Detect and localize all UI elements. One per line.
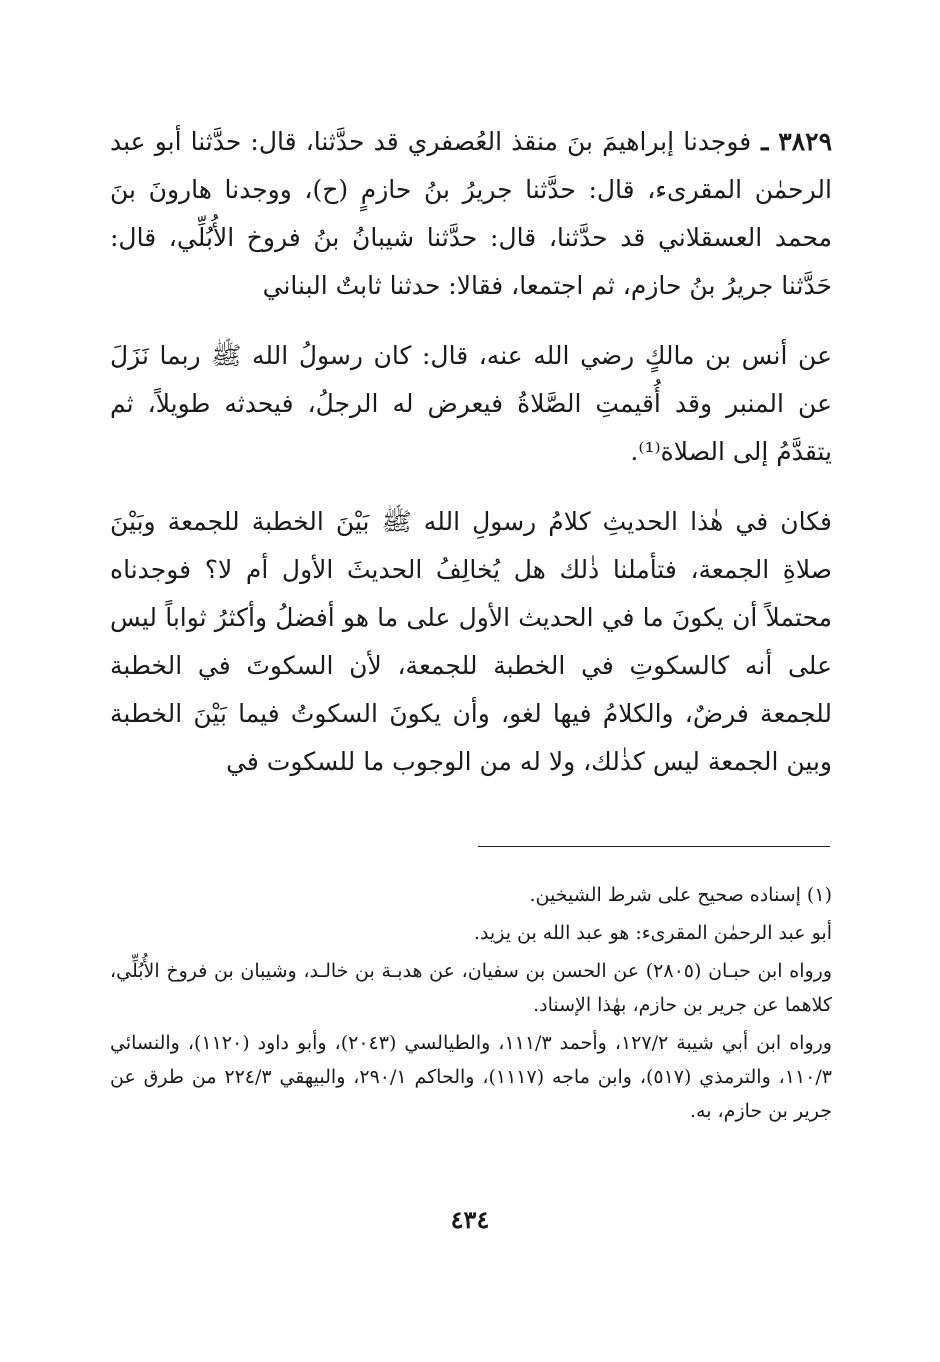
isnad-text: فوجدنا إبراهيمَ بنَ منقذ العُصفري قد حدَّثنا، قال: حدَّثنا أبو عبد الرحمٰن المقرىء، قال: حدَّثنا جريرُ بنُ حازمٍ (ح)، ووجدنا هارونَ بنَ محمد العسقلاني قد حدَّثنا، قال: حدَّثنا شيبانُ بنُ فروخ الأُبُلِّي، قال: حَدَّثنا جريرُ بنُ حازم، ثم اجتمعا، فقالا: حدثنا ثابتٌ البناني xyxy=(110,127,833,300)
footnote-2: أبو عبد الرحمٰن المقرىء: هو عبد الله بن يزيد. xyxy=(473,922,832,944)
page-number: ٤٣٤ xyxy=(450,1205,490,1234)
main-text xyxy=(110,118,832,808)
hadith-number: ٣٨٢٩ ـ xyxy=(751,127,832,156)
footnote-3: ورواه ابن حبـان (٢٨٠٥) عن الحسن بن سفيان، عن هدبـة بن خالـد، وشيبان بن فروخ الأُبُلِّي، كلاهما عن جرير بن حازم، بهٰذا الإسناد. xyxy=(110,960,832,1016)
footnote-1: (١) إسناده صحيح على شرط الشيخين. xyxy=(529,884,832,906)
hadith-paragraph-isnad xyxy=(110,118,832,310)
footnote-4: ورواه ابن أبي شيبة ١٢٧/٢، وأحمد ١١١/٣، والطيالسي (٢٠٤٣)، وأبو داود (١١٢٠)، والنسائي ١١٠/٣، والترمذي (٥١٧)، وابن ماجه (١١١٧)، والحاكم ٢٩٠/١، والبيهقي ٢٢٤/٣ من طرق عن جرير بن حازم، به. xyxy=(110,1032,832,1122)
footnote-separator xyxy=(478,846,830,847)
hadith-paragraph-matn: عن أنس بن مالكٍ رضي الله عنه، قال: كان رسولُ الله ﷺ ربما نَزَلَ عن المنبر وقد أُقيمتِ الصَّلاةُ فيعرض له الرجلُ، فيحدثه طويلاً، ثم يتقدَّمُ إلى الصلاة⁽¹⁾. xyxy=(110,341,832,466)
footnotes xyxy=(110,878,832,1132)
commentary-paragraph: فكان في هٰذا الحديثِ كلامُ رسولِ الله ﷺ بَيْنَ الخطبة للجمعة وبَيْنَ صلاةِ الجمعة، فتأملنا ذٰلك هل يُخالِفُ الحديثَ الأول أم لا؟ فوجدناه محتملاً أن يكونَ ما في الحديث الأول على ما هو أفضلُ وأكثرُ ثواباً ليس على أنه كالسكوتِ في الخطبة للجمعة، لأن السكوتَ في الخطبة للجمعة فرضٌ، والكلامُ فيها لغو، وأن يكونَ السكوتُ فيما بَيْنَ الخطبة وبين الجمعة ليس كذٰلك، ولا له من الوجوب ما للسكوت في xyxy=(110,507,832,776)
